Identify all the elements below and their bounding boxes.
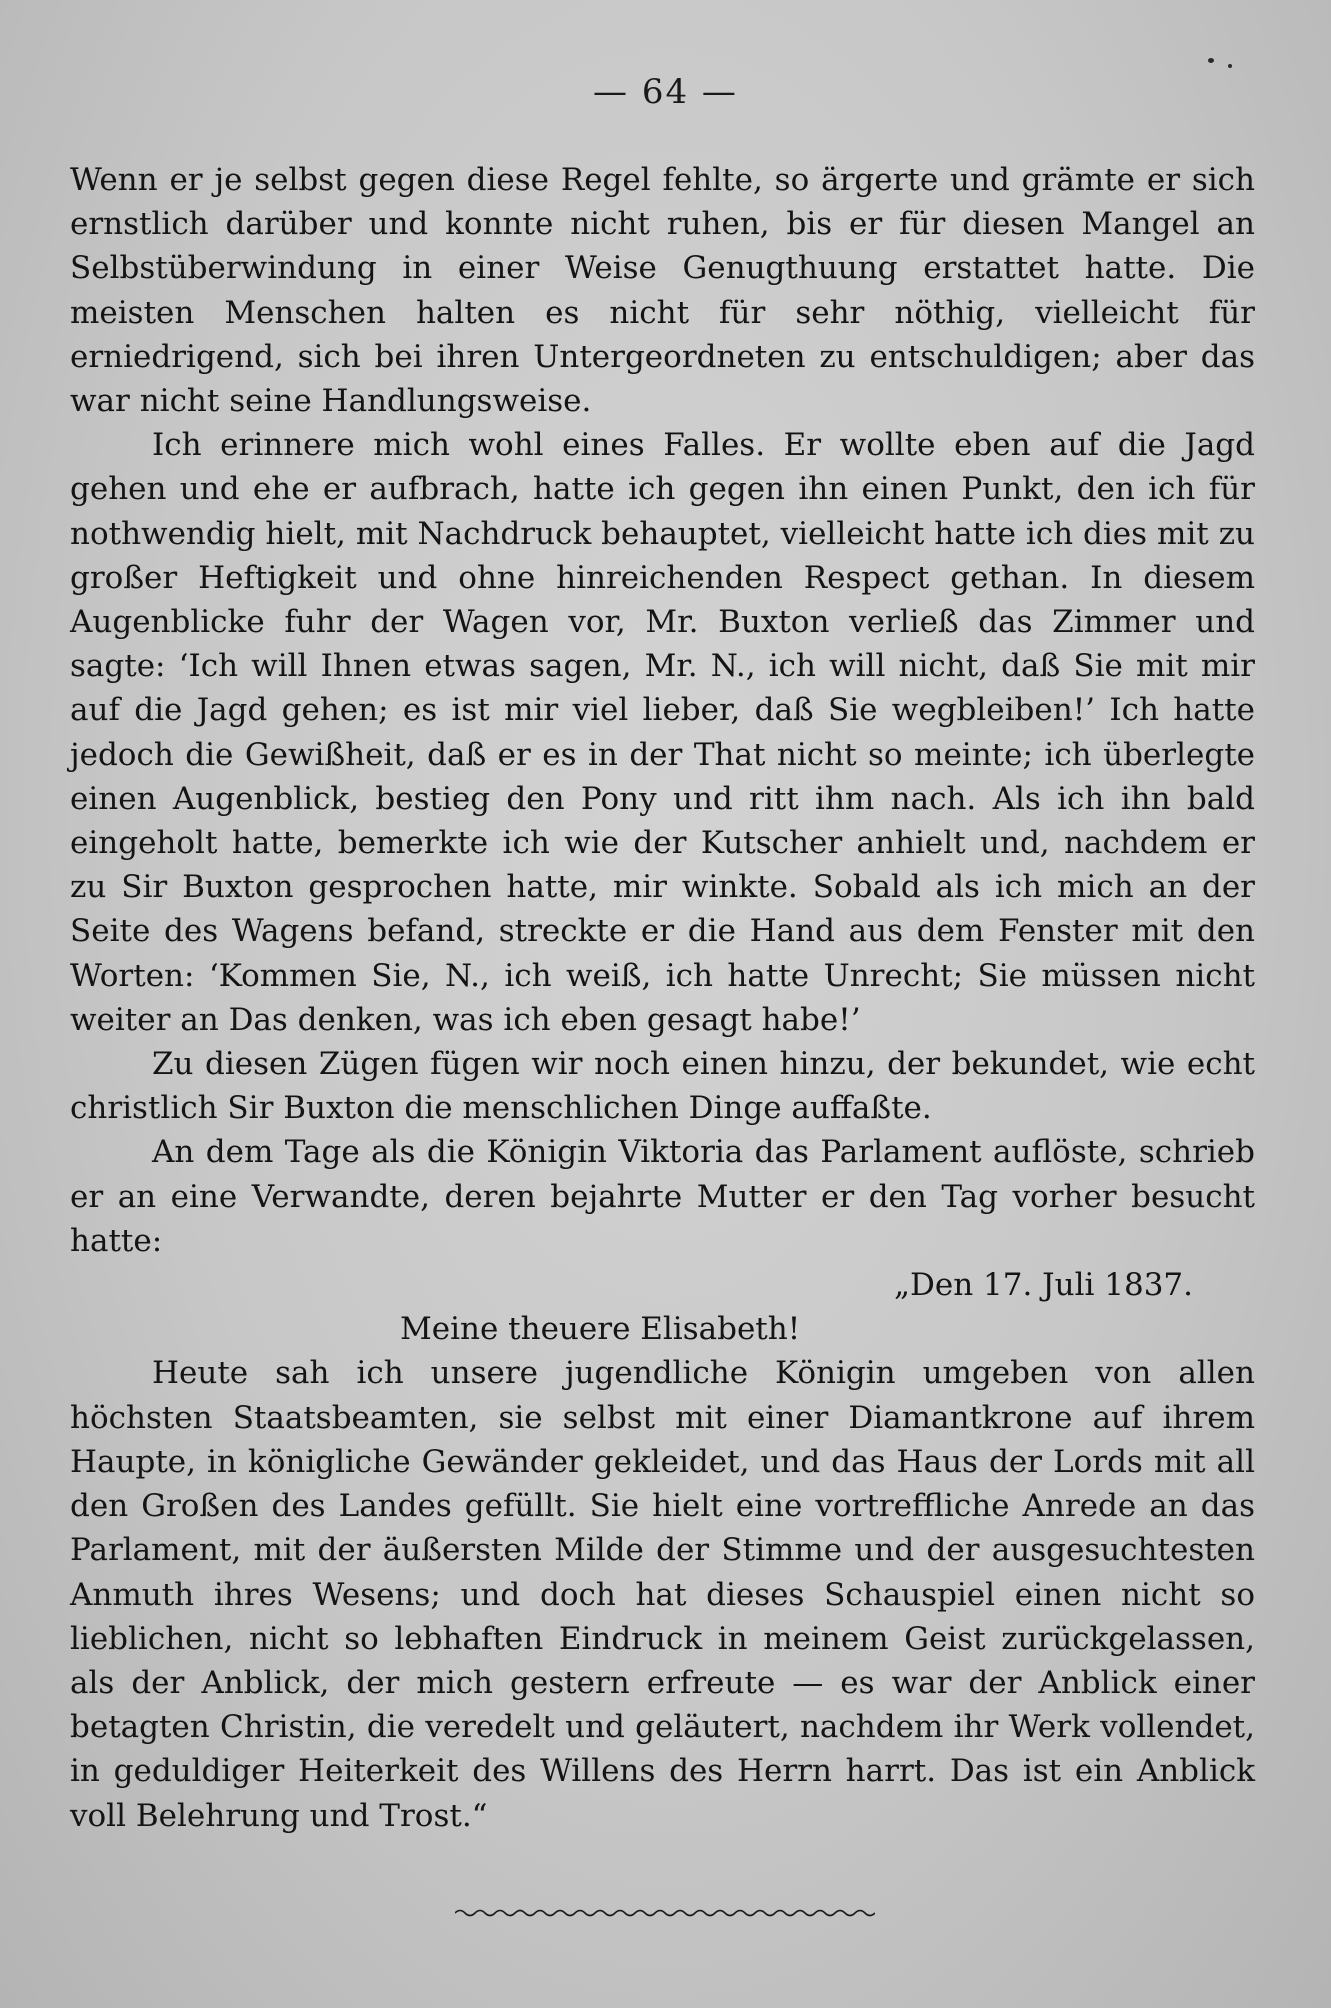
page-body: [70, 158, 1255, 1838]
page-number: — 64 —: [593, 72, 738, 112]
ink-speck: [1228, 64, 1232, 68]
paragraph-3: Zu diesen Zügen fügen wir noch einen hinzu, der bekundet, wie echt christlich Sir Buxton die menschlichen Dinge auffaßte.: [70, 1046, 1255, 1127]
paragraph-4: An dem Tage als die Königin Viktoria das Parlament auflöste, schrieb er an eine Verwandte, deren bejahrte Mutter er den Tag vorher besucht hatte:: [70, 1134, 1255, 1259]
ink-speck: [1208, 58, 1214, 63]
paragraph-2: Ich erinnere mich wohl eines Falles. Er wollte eben auf die Jagd gehen und ehe er aufbrach, hatte ich gegen ihn einen Punkt, den ich für nothwendig hielt, mit Nachdruck behauptet, vielleicht hatte ich dies mit zu großer Heftigkeit und ohne hinreichenden Respect gethan. In diesem Augenblicke fuhr der Wagen vor, Mr. Buxton verließ das Zimmer und sagte: ‘Ich will Ihnen etwas sagen, Mr. N., ich will nicht, daß Sie mit mir auf die Jagd gehen; es ist mir viel lieber, daß Sie wegbleiben!’ Ich hatte jedoch die Gewißheit, daß er es in der That nicht so meinte; ich überlegte einen Augenblick, bestieg den Pony und ritt ihm nach. Als ich ihn bald eingeholt hatte, bemerkte ich wie der Kutscher anhielt und, nachdem er zu Sir Buxton gesprochen hatte, mir winkte. Sobald als ich mich an der Seite des Wagens befand, streckte er die Hand aus dem Fenster mit den Worten: ‘Kommen Sie, N., ich weiß, ich hatte Unrecht; Sie müssen nicht weiter an Das denken, was ich eben gesagt habe!’: [70, 427, 1255, 1038]
letter-salutation: Meine theuere Elisabeth!: [400, 1311, 801, 1348]
paragraph-1: Wenn er je selbst gegen diese Regel fehlte, so ärgerte und grämte er sich ernstlich darüber und konnte nicht ruhen, bis er für diesen Mangel an Selbstüberwindung in einer Weise Genugthuung erstattet hatte. Die meisten Menschen halten es nicht für sehr nöthig, vielleicht für erniedrigend, sich bei ihren Untergeordneten zu entschuldigen; aber das war nicht seine Handlungsweise.: [70, 162, 1255, 420]
paragraph-5: Heute sah ich unsere jugendliche Königin umgeben von allen höchsten Staatsbeamten, sie selbst mit einer Diamantkrone auf ihrem Haupte, in königliche Gewänder gekleidet, und das Haus der Lords mit all den Großen des Landes gefüllt. Sie hielt eine vortreffliche Anrede an das Parlament, mit der äußersten Milde der Stimme und der ausgesuchtesten Anmuth ihres Wesens; und doch hat dieses Schauspiel einen nicht so lieblichen, nicht so lebhaften Eindruck in meinem Geist zurückgelassen, als der Anblick, der mich gestern erfreute — es war der Anblick einer betagten Christin, die veredelt und geläutert, nachdem ihr Werk vollendet, in geduldiger Heiterkeit des Willens des Herrn harrt. Das ist ein Anblick voll Belehrung und Trost.“: [70, 1355, 1255, 1834]
ornamental-rule: [455, 1906, 875, 1920]
letter-dateline: „Den 17. Juli 1837.: [893, 1267, 1193, 1304]
